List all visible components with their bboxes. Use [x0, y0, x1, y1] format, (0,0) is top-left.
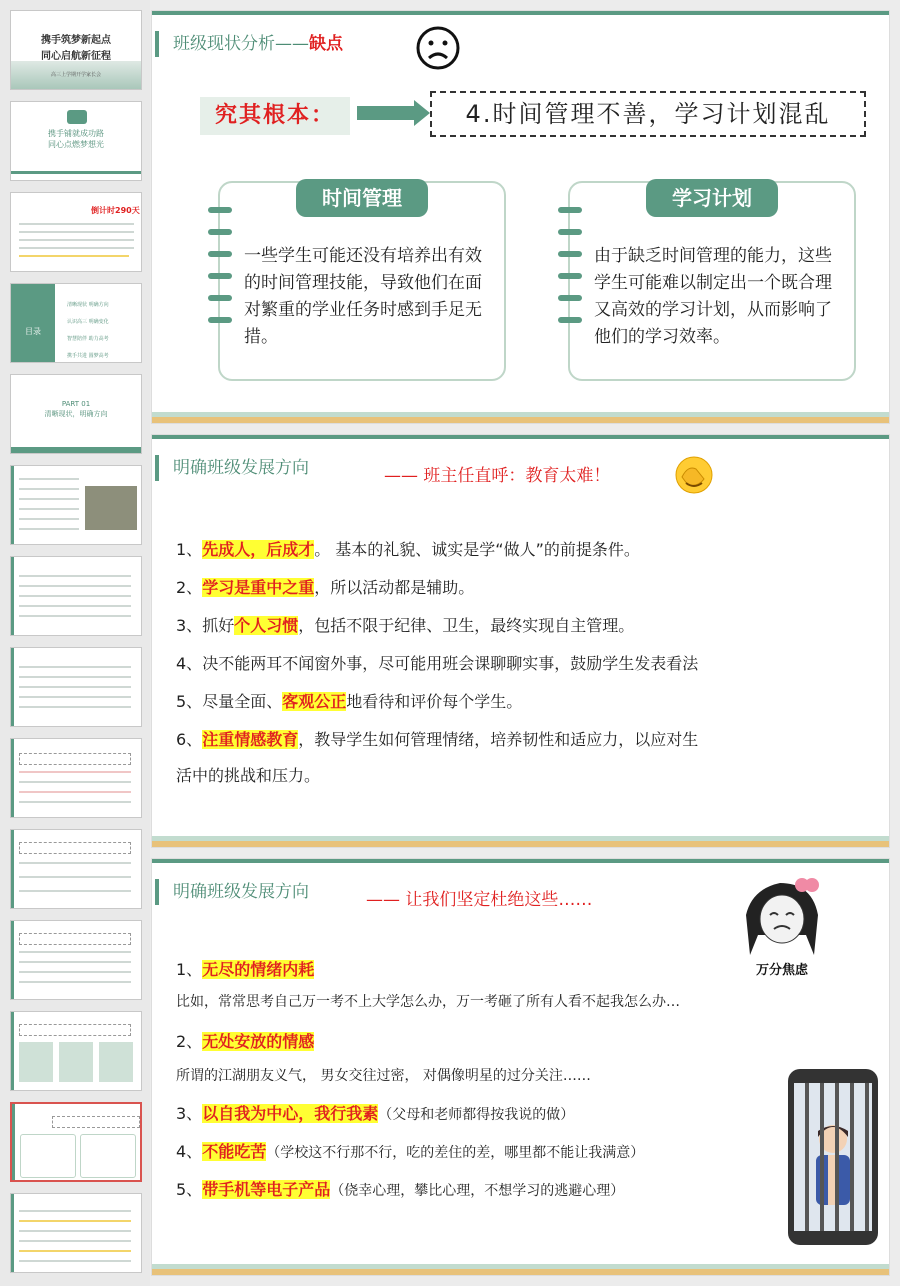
thumb-title: 携手筑梦新起点 同心启航新征程 — [41, 35, 111, 62]
card-study-plan — [568, 181, 856, 381]
slide-header: 明确班级发展方向 — [155, 455, 309, 481]
root-box — [19, 842, 131, 854]
slide-thumbnail-6[interactable] — [10, 465, 142, 545]
list-item: 4、不能吃苦（学校这不行那不行，吃的差住的差，哪里都不能让我满意） — [176, 1142, 645, 1161]
arrow-right-icon — [357, 106, 417, 120]
slide-thumbnail-4[interactable] — [10, 283, 142, 363]
list-item: 1、无尽的情绪内耗 — [176, 960, 315, 979]
list-item: 3、抓好个人习惯，包括不限于纪律、卫生，最终实现自主管理。 — [176, 616, 635, 635]
slide-header: 明确班级发展方向 — [155, 879, 309, 905]
list-item-detail: 所谓的江湖朋友义气， 男女交往过密， 对偶像明星的过分关注…… — [176, 1068, 591, 1084]
slide-thumbnail-9[interactable] — [10, 738, 142, 818]
card-mini — [19, 1042, 53, 1082]
thumb-title: 携手铺就成功路 同心点燃梦想光 — [48, 129, 104, 149]
slide-thumbnail-panel — [0, 0, 150, 1286]
root-box — [19, 1024, 131, 1036]
list-item: 3、以自我为中心，我行我素（父母和老师都得按我说的做） — [176, 1104, 575, 1123]
slide-header: 班级现状分析——缺点 — [155, 31, 343, 57]
root-box — [19, 753, 131, 765]
list-item: 2、学习是重中之重，所以活动都是辅助。 — [176, 578, 475, 597]
card-title: 时间管理 — [296, 179, 428, 217]
slide-thumbnail-12[interactable] — [10, 1011, 142, 1091]
card-mini — [99, 1042, 133, 1082]
slide-thumbnail-3[interactable] — [10, 192, 142, 272]
list-item: 4、决不能两耳不闻窗外事，尽可能用班会课聊聊实事，鼓励学生发表看法 — [176, 654, 699, 673]
list-item: 2、无处安放的情感 — [176, 1032, 315, 1051]
graduation-cap-icon — [67, 110, 87, 124]
slide-time-management — [151, 10, 890, 424]
slide-thumbnail-10[interactable] — [10, 829, 142, 909]
slide-thumbnail-13[interactable] — [10, 1102, 142, 1182]
thumb-subtitle: 高三上学期开学家长会 — [50, 72, 101, 78]
slide-things-to-avoid — [151, 858, 890, 1276]
slide-thumbnail-1[interactable] — [10, 10, 142, 90]
list-item: 5、带手机等电子产品（侥幸心理，攀比心理，不想学习的逃避心理） — [176, 1180, 625, 1199]
slide-thumbnail-11[interactable] — [10, 920, 142, 1000]
card-body: 由于缺乏时间管理的能力，这些学生可能难以制定出一个既合理又高效的学习计划，从而影响了他们的学习效率。 — [594, 246, 832, 347]
thumb-title: PART 01 清晰现状，明确方向 — [44, 400, 108, 418]
slide-subheader: —— 让我们坚定杜绝这些…… — [366, 890, 593, 910]
toc-label: 目录 — [25, 327, 41, 336]
card-time-management — [218, 181, 506, 381]
toc-items: 清晰现状 明确方向 认识高三 明确变化 智慧陪伴 助力高考 携手共进 圆梦高考 — [67, 302, 109, 359]
list-item: 5、尽量全面、客观公正地看待和评价每个学生。 — [176, 692, 523, 711]
sticker-caption: 万分焦虑 — [755, 963, 808, 978]
list-item: 6、注重情感教育，教导学生如何管理情绪，培养韧性和适应力，以应对生 — [176, 730, 699, 749]
card-mini — [59, 1042, 93, 1082]
slide-development-direction — [151, 434, 890, 848]
card-mini — [80, 1134, 136, 1178]
slide-thumbnail-2[interactable] — [10, 101, 142, 181]
slide-thumbnail-14[interactable] — [10, 1193, 142, 1273]
card-title: 学习计划 — [646, 179, 778, 217]
notebook-rings — [208, 207, 232, 339]
slide-thumbnail-5[interactable] — [10, 374, 142, 454]
divider — [11, 171, 141, 174]
root-cause-label: 究其根本： — [200, 97, 350, 135]
sad-face-icon — [415, 25, 461, 71]
list-item-continuation: 活中的挑战和压力。 — [176, 766, 321, 785]
facepalm-emoji-icon — [674, 455, 714, 495]
classroom-photo — [85, 486, 137, 530]
root-box — [19, 933, 131, 945]
slide-subheader: —— 班主任直呼：教育太难！ — [384, 466, 611, 486]
list-item: 1、先成人，后成才。 基本的礼貌、诚实是学“做人”的前提条件。 — [176, 540, 640, 559]
slide-thumbnail-7[interactable] — [10, 556, 142, 636]
divider — [11, 447, 141, 453]
list-item-detail: 比如，常常思考自己万一考不上大学怎么办，万一考砸了所有人看不起我怎么办… — [176, 994, 680, 1010]
root-cause-text: 4.时间管理不善，学习计划混乱 — [430, 91, 866, 137]
slide-thumbnail-8[interactable] — [10, 647, 142, 727]
card-mini — [20, 1134, 76, 1178]
notebook-rings — [558, 207, 582, 339]
toc-side-panel — [11, 284, 55, 362]
countdown-label: 倒计时290天 — [91, 206, 140, 215]
anxious-face-icon — [742, 875, 822, 959]
root-box — [52, 1116, 140, 1128]
card-body: 一些学生可能还没有培养出有效的时间管理技能，导致他们在面对繁重的学业任务时感到手足无措。 — [244, 246, 482, 347]
